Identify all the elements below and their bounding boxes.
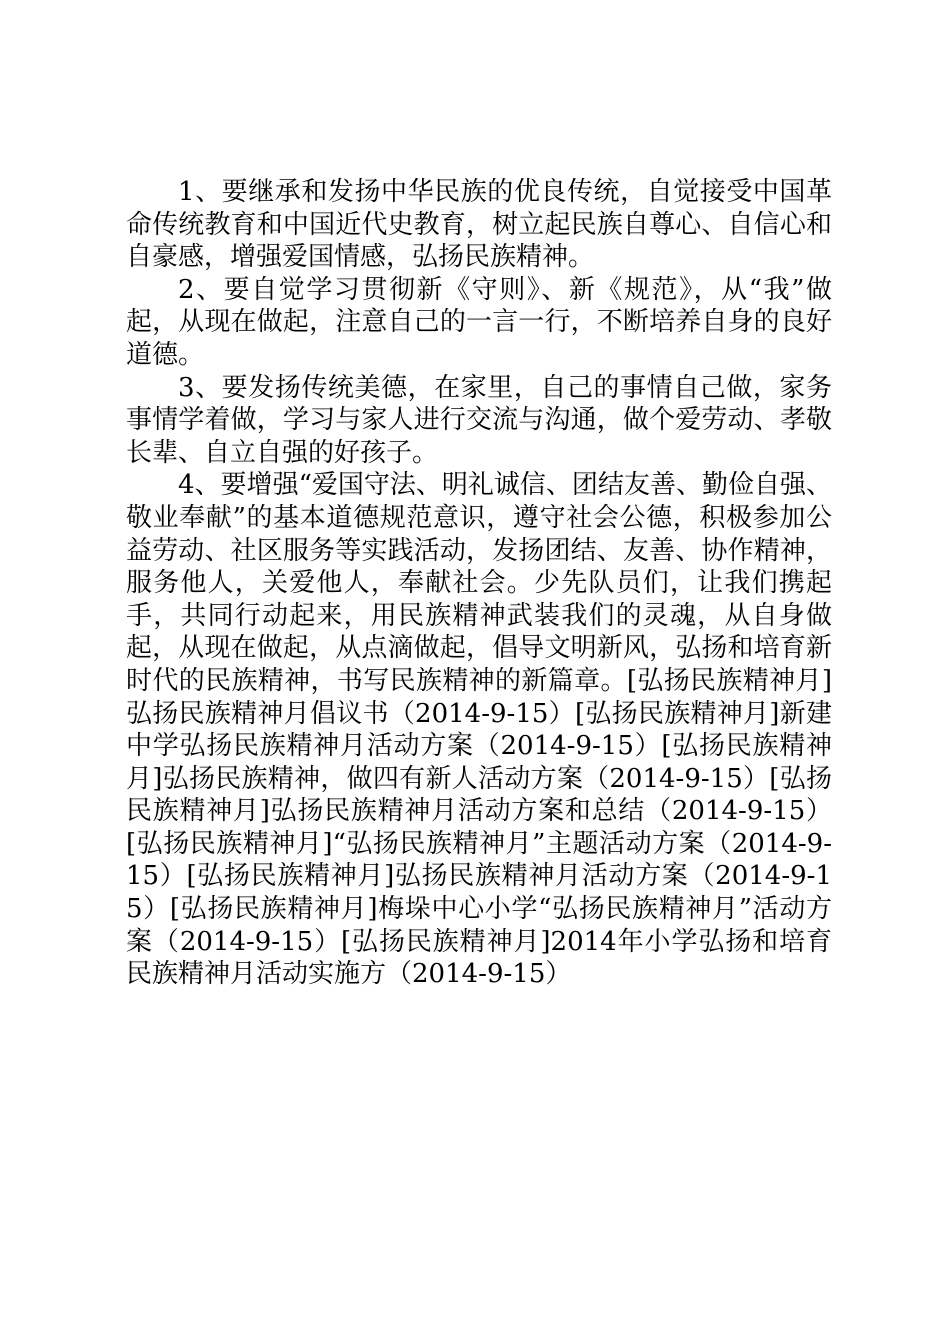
paragraph-1: 1、要继承和发扬中华民族的优良传统，自觉接受中国革命传统教育和中国近代史教育，树立起民族自尊心、自信心和自豪感，增强爱国情感，弘扬民族精神。 [126, 177, 832, 273]
paragraph-2: 2、要自觉学习贯彻新《守则》、新《规范》，从“我”做起，从现在做起，注意自己的一言一行，不断培养自身的良好道德。 [126, 274, 832, 370]
paragraph-3: 3、要发扬传统美德，在家里，自己的事情自己做，家务事情学着做，学习与家人进行交流与沟通，做个爱劳动、孝敬长辈、自立自强的好孩子。 [126, 372, 832, 468]
paragraph-4: 4、要增强“爱国守法、明礼诚信、团结友善、勤俭自强、敬业奉献”的基本道德规范意识，遵守社会公德，积极参加公益劳动、社区服务等实践活动，发扬团结、友善、协作精神，服务他人，关爱他人，奉献社会。少先队员们，让我们携起手，共同行动起来，用民族精神武装我们的灵魂，从自身做起，从现在做起，从点滴做起，倡导文明新风，弘扬和培育新时代的民族精神，书写民族精神的新篇章。[弘扬民族精神月]弘扬民族精神月倡议书（2014-9-15）[弘扬民族精神月]新建中学弘扬民族精神月活动方案（2014-9-15）[弘扬民族精神月]弘扬民族精神，做四有新人活动方案（2014-9-15）[弘扬民族精神月]弘扬民族精神月活动方案和总结（2014-9-15）[弘扬民族精神月]“弘扬民族精神月”主题活动方案（2014-9-15）[弘扬民族精神月]弘扬民族精神月活动方案（2014-9-15）[弘扬民族精神月]梅垛中心小学“弘扬民族精神月”活动方案（2014-9-15）[弘扬民族精神月]2014年小学弘扬和培育民族精神月活动实施方（2014-9-15） [126, 470, 832, 990]
document-body [126, 176, 832, 991]
